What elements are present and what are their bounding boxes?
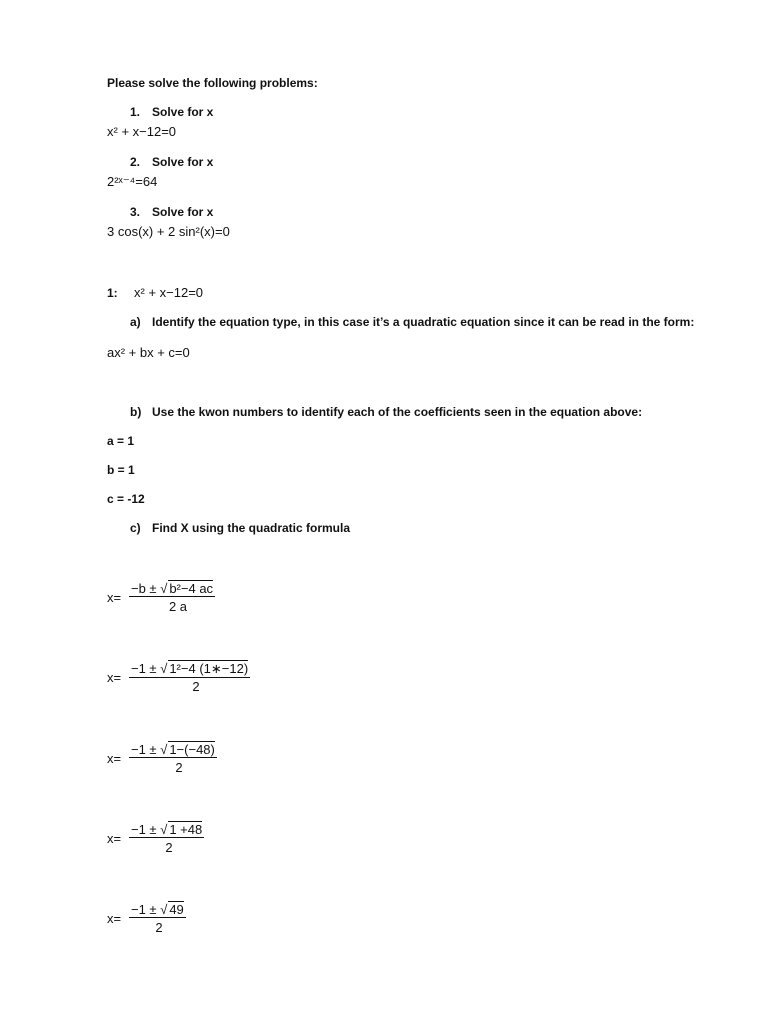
- simplified-formula-2: [107, 821, 217, 861]
- formula-numerator: [129, 660, 250, 678]
- step-a-letter: a): [130, 315, 141, 329]
- step-b-text: Use the kwon numbers to identify each of the coefficients seen in the equation above:: [152, 405, 643, 419]
- sqrt-icon: √: [160, 822, 168, 837]
- coefficient-b: b = 1: [107, 463, 135, 477]
- problem-1-number: 1.: [130, 105, 141, 119]
- coefficient-c: c = -12: [107, 492, 145, 506]
- step-b: [130, 405, 642, 419]
- step-c-text: Find X using the quadratic formula: [152, 521, 351, 535]
- problem-2-label: [130, 155, 213, 169]
- problem-1-label: [130, 105, 213, 119]
- formula-lhs: x=: [107, 911, 122, 926]
- numerator-prefix: −1 ±: [131, 661, 161, 676]
- sqrt-icon: √: [160, 661, 168, 676]
- formula-lhs: x=: [107, 670, 122, 685]
- formula-numerator: [129, 901, 186, 918]
- coefficient-a: a = 1: [107, 434, 135, 448]
- intro-text: Please solve the following problems:: [107, 76, 318, 90]
- solution-number: 1:: [107, 286, 118, 300]
- problem-2-equation: 2²ˣ⁻⁴=64: [107, 174, 158, 189]
- radicand: 49: [169, 902, 184, 917]
- numerator-prefix: −b ±: [131, 581, 161, 596]
- substituted-formula: [107, 660, 267, 700]
- sqrt-icon: √: [160, 742, 168, 757]
- step-c-letter: c): [130, 521, 141, 535]
- step-c: [130, 521, 350, 535]
- problem-2-number: 2.: [130, 155, 141, 169]
- formula-denominator: 2: [192, 679, 200, 694]
- general-form-equation: ax² + bx + c=0: [107, 345, 190, 360]
- formula-denominator: 2: [165, 840, 173, 855]
- sqrt-icon: √: [160, 581, 168, 596]
- problem-1-text: Solve for x: [152, 105, 214, 119]
- quadratic-formula: [107, 580, 237, 620]
- numerator-prefix: −1 ±: [131, 822, 161, 837]
- formula-denominator: 2: [155, 920, 163, 935]
- formula-lhs: x=: [107, 751, 122, 766]
- numerator-prefix: −1 ±: [131, 742, 161, 757]
- sqrt-icon: √: [160, 902, 168, 917]
- formula-denominator: 2 a: [168, 599, 188, 614]
- numerator-prefix: −1 ±: [131, 902, 161, 917]
- problem-3-number: 3.: [130, 205, 141, 219]
- radicand: b²−4 ac: [169, 581, 214, 596]
- formula-numerator: [129, 821, 204, 838]
- simplified-formula-1: [107, 741, 237, 781]
- problem-3-label: [130, 205, 213, 219]
- formula-numerator: [129, 580, 215, 597]
- step-a: [130, 315, 694, 329]
- radicand: 1−(−48): [169, 742, 215, 757]
- problem-3-equation: 3 cos(x) + 2 sin²(x)=0: [107, 224, 230, 239]
- formula-lhs: x=: [107, 590, 122, 605]
- radicand: 1²−4 (1∗−12): [169, 661, 249, 676]
- solution-equation: x² + x−12=0: [134, 285, 204, 300]
- step-b-letter: b): [130, 405, 142, 419]
- formula-numerator: [129, 741, 217, 758]
- step-a-text: Identify the equation type, in this case it’s a quadratic equation since it can be read in the form:: [152, 315, 695, 329]
- simplified-formula-3: [107, 901, 197, 941]
- problem-3-text: Solve for x: [152, 205, 214, 219]
- formula-denominator: 2: [175, 760, 183, 775]
- problem-2-text: Solve for x: [152, 155, 214, 169]
- formula-lhs: x=: [107, 831, 122, 846]
- radicand: 1 +48: [169, 822, 203, 837]
- problem-1-equation: x² + x−12=0: [107, 124, 177, 139]
